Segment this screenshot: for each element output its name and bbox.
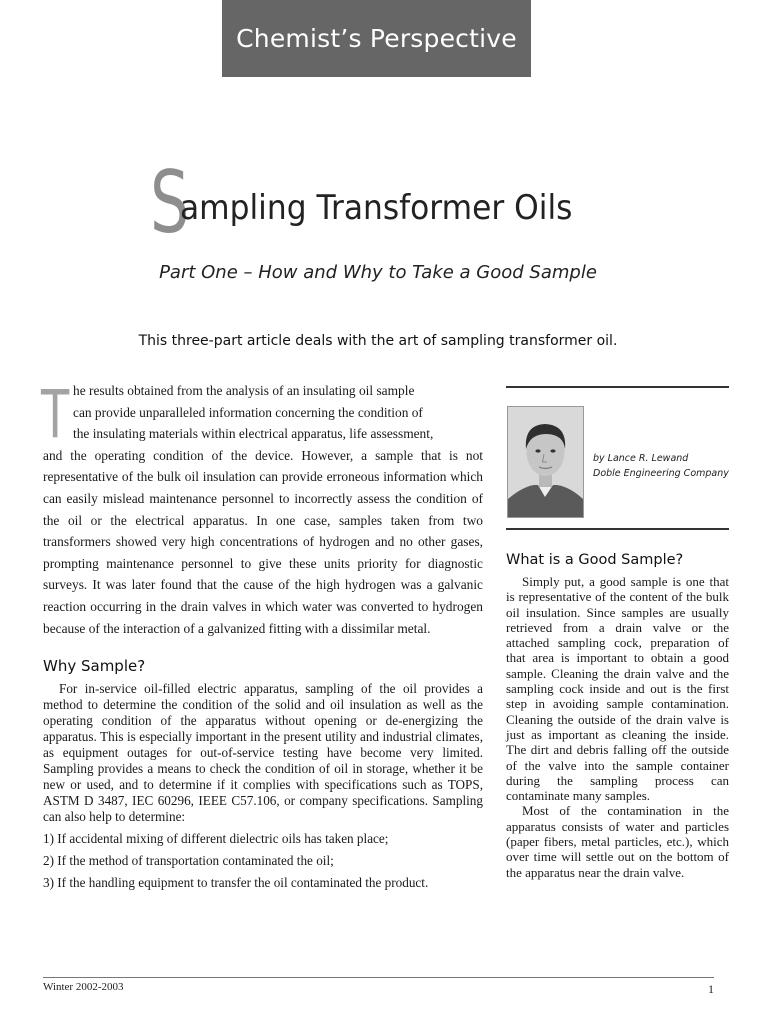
title-drop-cap: S bbox=[150, 153, 190, 253]
page-number: 1 bbox=[708, 982, 714, 996]
footer-issue: Winter 2002-2003 bbox=[43, 981, 124, 993]
section-banner bbox=[222, 0, 531, 77]
why-sample-heading: Why Sample? bbox=[43, 657, 146, 676]
left-column bbox=[41, 376, 483, 897]
lead-line-3: the insulating materials within electrical apparatus, life assessment, bbox=[73, 426, 434, 442]
author-portrait-image bbox=[508, 407, 583, 517]
author-bottom-rule bbox=[506, 528, 729, 530]
author-byline bbox=[593, 451, 729, 481]
list-item: 1) If accidental mixing of different dielectric oils has taken place; bbox=[43, 831, 389, 847]
author-name: by Lance R. Lewand bbox=[593, 453, 689, 464]
author-company: Doble Engineering Company bbox=[593, 468, 729, 479]
why-sample-paragraph: For in-service oil-filled electric apparatus, sampling of the oil provides a method to determine the condition of the solid and oil insulation as well as the operating condition of the apparatus without opening or de-energizing the apparatus. This is especially important in the present utility and industrial climates, as equipment outages for out-of-service testing have become very limited. Sampling provides a means to check the condition of oil in storage, whether it be new or used, and to determine if it complies with specifications such as TOPS, ASTM D 3487, IEC 60296, IEEE C57.106, or company specifications. Sampling can also help to determine: bbox=[43, 681, 483, 825]
author-photo bbox=[507, 406, 584, 518]
lead-drop-cap: T bbox=[41, 376, 70, 453]
lead-line-1: he results obtained from the analysis of an insulating oil sample bbox=[73, 383, 415, 398]
list-item: 3) If the handling equipment to transfer the oil contaminated the product. bbox=[43, 875, 429, 891]
list-item: 2) If the method of transportation contaminated the oil; bbox=[43, 853, 334, 869]
article-subtitle: Part One – How and Why to Take a Good Sample bbox=[159, 262, 597, 283]
why-sample-list bbox=[43, 831, 483, 891]
footer-rule bbox=[43, 977, 714, 978]
author-box bbox=[506, 388, 729, 528]
title-text: ampling Transformer Oils bbox=[180, 188, 573, 228]
article-title bbox=[0, 153, 768, 253]
lead-rest: and the operating condition of the device. However, a sample that is not representative of the bulk oil insulation can provide erroneous information which can easily mislead maintenance personnel to incorrectly assess the condition of the oil or the electrical apparatus. In one case, samples taken from two transformers showed very high concentrations of hydrogen and no other gases, prompting maintenance personnel to give these units priority for diagnostic surveys. It was later found that the cause of the high hydrogen was a galvanic reaction occurring in the drain valves in which water was converted to hydrogen because of the interaction of a galvanized fitting with a dissimilar metal. bbox=[43, 447, 483, 636]
lead-line-2: can provide unparalleled information concerning the condition of bbox=[73, 404, 423, 420]
section-banner-title: Chemist’s Perspective bbox=[236, 24, 517, 53]
lead-paragraph bbox=[41, 376, 483, 639]
article-intro: This three-part article deals with the art of sampling transformer oil. bbox=[138, 333, 618, 349]
right-column bbox=[506, 386, 729, 880]
good-sample-paragraph-1: Simply put, a good sample is one that is representative of the content of the bulk oil insulation. Since samples are usually retrieved from a drain valve or the attached sampling cock, preparation of that area is important to obtain a good sample. Cleaning the drain valve and the sampling cock inside and out is the first step in avoiding sample contamination. Cleaning the outside of the drain valve is just as important as cleaning the inside. The dirt and debris falling off the outside of the valve into the sample container during the sampling process can contaminate many samples. bbox=[506, 574, 729, 804]
good-sample-heading: What is a Good Sample? bbox=[506, 552, 684, 568]
good-sample-paragraph-2: Most of the contamination in the apparatus consists of water and particles (paper fibers, metal particles, etc.), which over time will settle out on the bottom of the apparatus near the drain valve. bbox=[506, 803, 729, 880]
